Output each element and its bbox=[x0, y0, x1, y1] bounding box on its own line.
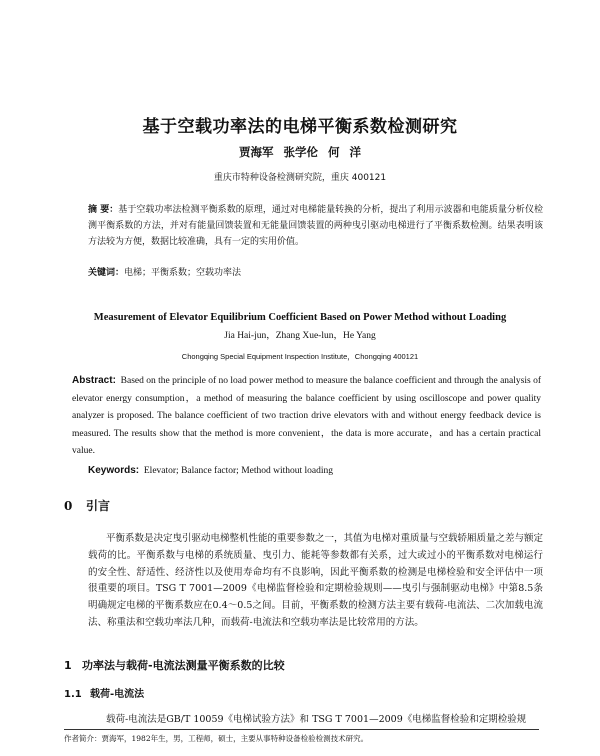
abstract-en-text: Based on the principle of no load power method to measure the balance coefficient and through the analysis of elevator energy consumption，a method of measuring the balance coefficient by using oscilloscope and power quality analyzer is proposed. The balance coefficient of two traction drive elevators with and without energy feedback device is measured. The results show that the method is more convenient，the data is more accurate，and has a certain practical value. bbox=[72, 376, 541, 456]
section-number: 0 bbox=[64, 499, 73, 513]
affiliation-cn: 重庆市特种设备检测研究院，重庆 400121 bbox=[213, 173, 387, 183]
intro-paragraph: 平衡系数是决定曳引驱动电梯整机性能的重要参数之一，其值为电梯对重质量与空载轿厢质量之差与额定载荷的比。平衡系数与电梯的系统质量、曳引力、能耗等参数都有关系，过大或过小的平衡系数对电梯运行的安全性、舒适性、经济性以及使用寿命均有不良影响，因此平衡系数的检测是电梯检验和安全评估中一项很重要的项目。TSG T 7001—2009《电梯监督检验和定期检验规则——曳引与强制驱动电梯》中第8.5条明确规定电梯的平衡系数应在0.4～0.5之间。目前，平衡系数的检测方法主要有载荷-电流法、二次加载电流法、称重法和空载功率法几种，而载荷-电流法和空载功率法是比较常用的方法。 bbox=[88, 533, 544, 628]
keywords-cn-label: 关键词： bbox=[88, 268, 125, 278]
keywords-en-label: Keywords: bbox=[88, 465, 140, 476]
abstract-cn-label: 摘 要： bbox=[88, 205, 119, 215]
affiliation-en: Chongqing Special Equipment Inspection Institute，Chongqing 400121 bbox=[181, 352, 419, 361]
section-heading-intro bbox=[64, 497, 110, 514]
keywords-en bbox=[88, 465, 333, 476]
paper-title-cn: 基于空载功率法的电梯平衡系数检测研究 bbox=[142, 117, 458, 137]
section-number: 1 bbox=[64, 659, 72, 672]
section-title: 功率法与载荷-电流法测量平衡系数的比较 bbox=[82, 659, 285, 672]
body-text-line: 载荷-电流法是GB/T 10059《电梯试验方法》和 TSG T 7001—2009《电梯监督检验和定期检验规 bbox=[106, 714, 527, 725]
abstract-cn bbox=[88, 202, 543, 250]
abstract-en-label: Abstract: bbox=[72, 375, 116, 386]
authors-cn: 贾海军 张学伦 何 洋 bbox=[238, 145, 361, 159]
author-footnote: 作者简介：贾海军，1982年生，男，工程师，硕士，主要从事特种设备检验检测技术研究。 bbox=[64, 734, 369, 743]
subsection-number: 1.1 bbox=[64, 689, 82, 700]
subsection-heading-1-1 bbox=[64, 685, 144, 700]
authors-en: Jia Hai-jun，Zhang Xue-lun，He Yang bbox=[224, 331, 376, 341]
abstract-en bbox=[72, 372, 541, 461]
footnote-divider bbox=[64, 729, 539, 730]
paper-title-en: Measurement of Elevator Equilibrium Coefficient Based on Power Method without Loading bbox=[93, 312, 507, 323]
section-heading-1 bbox=[64, 657, 285, 673]
keywords-cn-text: 电梯；平衡系数；空载功率法 bbox=[124, 268, 242, 278]
section-title: 引言 bbox=[86, 499, 111, 513]
abstract-cn-text: 基于空载功率法检测平衡系数的原理，通过对电梯能量转换的分析，提出了利用示波器和电能质量分析仪检测平衡系数的方法，并对有能量回馈装置和无能量回馈装置的两种曳引驱动电梯进行了平衡系数检测。结果表明该方法较为方便，数据比较准确，具有一定的实用价值。 bbox=[88, 205, 543, 247]
keywords-cn bbox=[88, 265, 241, 278]
subsection-title: 载荷-电流法 bbox=[90, 689, 145, 700]
keywords-en-text: Elevator; Balance factor; Method without loading bbox=[143, 466, 334, 476]
